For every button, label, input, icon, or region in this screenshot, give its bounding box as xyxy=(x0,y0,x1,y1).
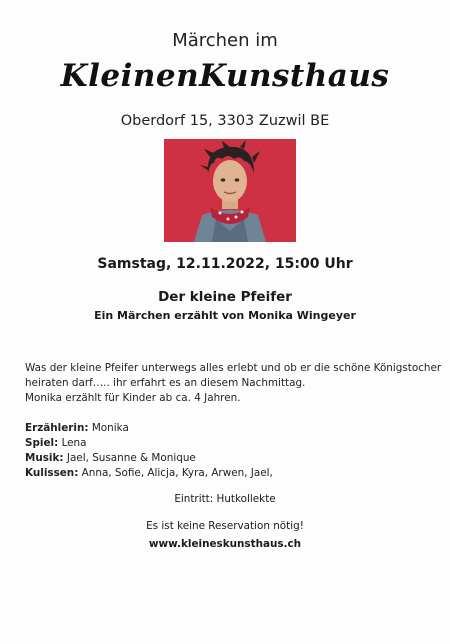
credit-value: Jael, Susanne & Monique xyxy=(66,452,196,464)
credit-value: Lena xyxy=(61,437,87,449)
puppet-photo xyxy=(164,139,296,242)
credit-label: Spiel: xyxy=(25,437,59,449)
event-title: Der kleine Pfeifer xyxy=(158,289,292,305)
event-subtitle: Ein Märchen erzählt von Monika Wingeyer xyxy=(94,309,356,322)
address: Oberdorf 15, 3303 Zuzwil BE xyxy=(120,113,330,129)
logo-kleinen-kunsthaus: KleinenKunsthaus xyxy=(60,58,390,94)
description xyxy=(25,361,442,406)
credit-row xyxy=(25,436,435,451)
credit-row xyxy=(25,466,435,481)
description-line: heiraten darf….. ihr erfahrt es an diesem Nachmittag. xyxy=(25,377,306,389)
credits-list xyxy=(25,421,435,481)
website-link[interactable]: www.kleineskunsthaus.ch xyxy=(148,538,302,550)
credit-row xyxy=(25,451,435,466)
event-date-time: Samstag, 12.11.2022, 15:00 Uhr xyxy=(97,256,353,272)
credit-label: Kulissen: xyxy=(25,467,79,479)
description-line: Was der kleine Pfeifer unterwegs alles erlebt und ob er die schöne Königstocher xyxy=(25,362,442,374)
credit-label: Musik: xyxy=(25,452,64,464)
pre-title: Märchen im xyxy=(172,30,278,51)
credit-label: Erzählerin: xyxy=(25,422,89,434)
credit-value: Monika xyxy=(91,422,129,434)
entry-fee: Eintritt: Hutkollekte xyxy=(174,493,276,505)
reservation-note: Es ist keine Reservation nötig! xyxy=(146,520,304,532)
credit-row xyxy=(25,421,435,436)
description-line: Monika erzählt für Kinder ab ca. 4 Jahren. xyxy=(25,392,241,404)
puppet-illustration xyxy=(164,139,296,242)
credit-value: Anna, Sofie, Alicja, Kyra, Arwen, Jael, xyxy=(81,467,273,479)
